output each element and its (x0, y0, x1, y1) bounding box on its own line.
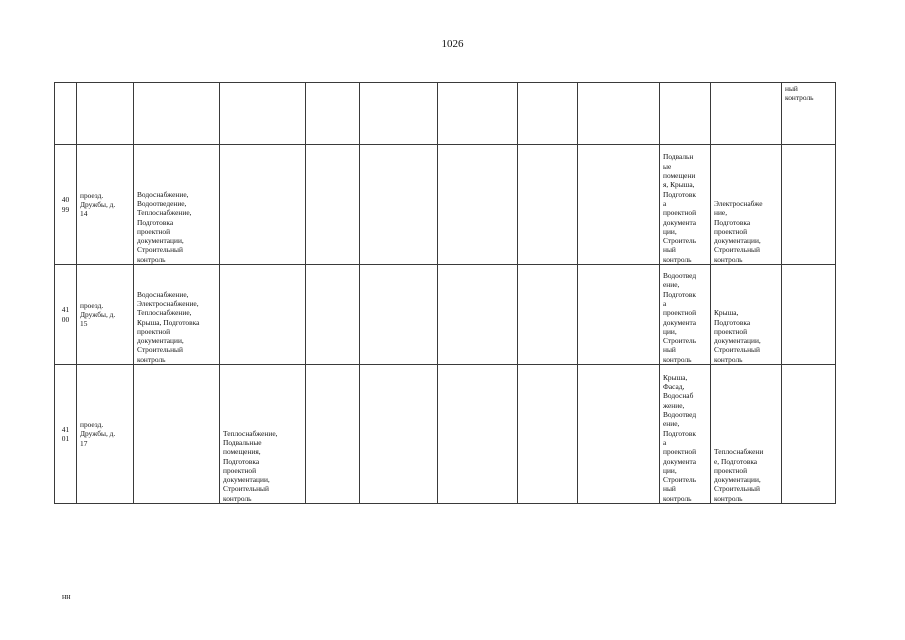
row-number-cell (55, 265, 77, 365)
table-cell (711, 265, 782, 365)
table-cell (518, 145, 578, 265)
table-cell (518, 265, 578, 365)
works-text: Крыша, Фасад, Водоснаб жение, Водоотвед ение, Подготовк а проектной документа ции, Строитель ный контроль (663, 372, 697, 503)
table-cell (306, 365, 360, 504)
table-cell (660, 145, 711, 265)
table-cell (578, 83, 660, 145)
address-cell (77, 265, 134, 365)
footer-mark: нн (62, 592, 71, 601)
works-text: Водоснабжение, Электроснабжение, Теплоснабжение, Крыша, Подготовка проектной документации, Строительный контроль (137, 289, 200, 364)
row-number-cell (55, 145, 77, 265)
table-cell (518, 83, 578, 145)
address-text: проезд. Дружбы, д. 15 (80, 300, 116, 329)
table-cell (77, 83, 134, 145)
table-cell (578, 365, 660, 504)
table-cell (306, 265, 360, 365)
table-row (55, 145, 836, 265)
table-cell (134, 365, 220, 504)
table-cell (360, 83, 438, 145)
row-number: 41 01 (61, 424, 70, 443)
works-text: Водоотвед ение, Подготовк а проектной документа ции, Строитель ный контроль (663, 271, 697, 364)
table-cell (660, 265, 711, 365)
works-text: Подвальн ые помещени я, Крыша, Подготовк а проектной документа ции, Строитель ный контроль (663, 152, 697, 264)
row-number-cell (55, 365, 77, 504)
table-cell (360, 265, 438, 365)
table-cell (134, 265, 220, 365)
table-cell (220, 265, 306, 365)
table-cell (220, 365, 306, 504)
table-cell (306, 145, 360, 265)
row-number: 41 00 (61, 305, 70, 324)
works-text: Электроснабже ние, Подготовка проектной документации, Строительный контроль (714, 198, 763, 264)
table-cell (578, 145, 660, 265)
table-cell (438, 365, 518, 504)
works-text: Крыша, Подготовка проектной документации, Строительный контроль (714, 308, 761, 364)
table-cell (306, 83, 360, 145)
table-cell (711, 145, 782, 265)
table-row (55, 265, 836, 365)
table-cell (660, 365, 711, 504)
table-cell (438, 145, 518, 265)
table-cell (360, 145, 438, 265)
table-row (55, 365, 836, 504)
table-cell (518, 365, 578, 504)
table-cell (134, 83, 220, 145)
table-cell (220, 83, 306, 145)
table-cell (711, 365, 782, 504)
address-cell (77, 145, 134, 265)
table-cell (660, 83, 711, 145)
table-cell (55, 83, 77, 145)
table-cell (438, 83, 518, 145)
address-cell (77, 365, 134, 504)
cell-text: ный контроль (785, 84, 814, 103)
table-cell (782, 365, 836, 504)
row-number: 40 99 (61, 195, 70, 214)
address-text: проезд. Дружбы, д. 14 (80, 190, 116, 219)
works-table (54, 82, 836, 504)
table-cell (782, 145, 836, 265)
table-cell (220, 145, 306, 265)
table-cell (134, 145, 220, 265)
table-cell (578, 265, 660, 365)
table-row-continuation (55, 83, 836, 145)
table-cell-control (782, 83, 836, 145)
works-text: Водоснабжение, Водоотведение, Теплоснабжение, Подготовка проектной документации, Строительный контроль (137, 189, 192, 264)
page-number: 1026 (441, 38, 464, 50)
works-text: Теплоснабжени е, Подготовка проектной документации, Строительный контроль (714, 447, 764, 503)
table-cell (711, 83, 782, 145)
table-cell (360, 365, 438, 504)
works-text: Теплоснабжение, Подвальные помещения, Подготовка проектной документации, Строительный контроль (223, 428, 278, 503)
table-cell (438, 265, 518, 365)
address-text: проезд. Дружбы, д. 17 (80, 420, 116, 448)
table-cell (782, 265, 836, 365)
